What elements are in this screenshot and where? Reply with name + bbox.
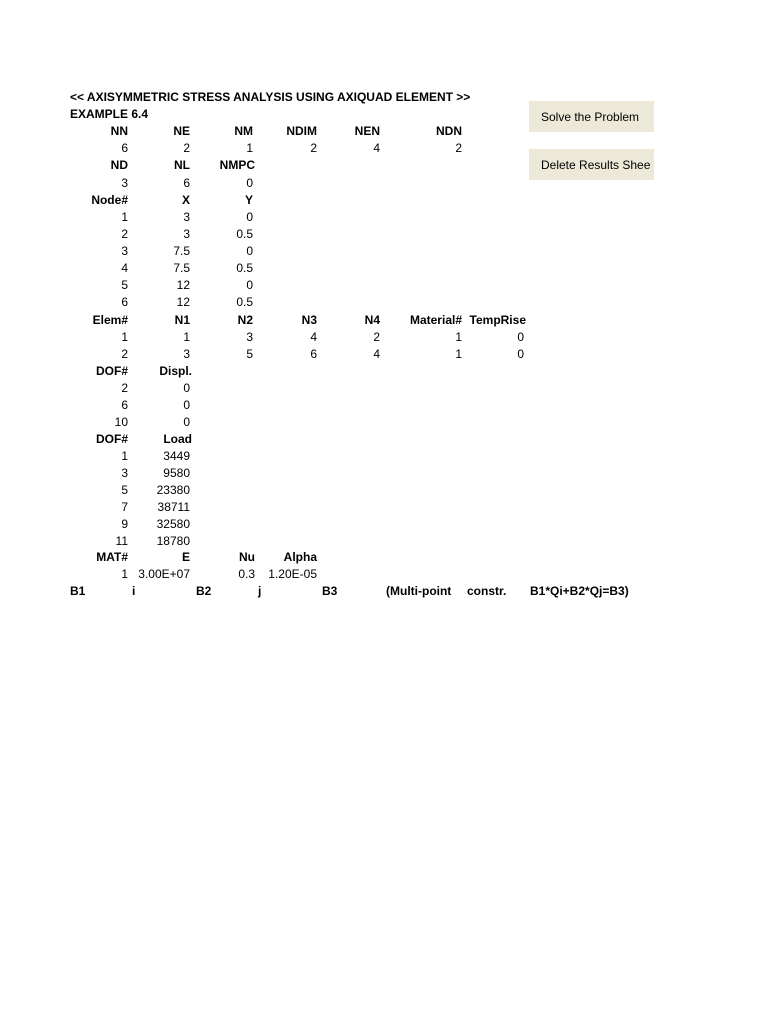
load-header: Load (163, 432, 192, 446)
header-label: ND (110, 158, 128, 172)
mpc-label: i (132, 584, 136, 598)
header-value: 1 (246, 141, 253, 155)
mpc-label: constr. (467, 584, 507, 598)
load-header: DOF# (95, 432, 128, 446)
node-cell: 0.5 (236, 261, 253, 275)
node-cell: 12 (176, 295, 190, 309)
node-cell: 0.5 (236, 227, 253, 241)
load-cell: 32580 (156, 517, 190, 531)
node-cell: 3 (121, 244, 128, 258)
material-header: Nu (239, 550, 255, 564)
header-value: 6 (183, 176, 190, 190)
element-cell: 4 (373, 347, 380, 361)
load-cell: 11 (115, 534, 128, 548)
node-cell: 0 (246, 210, 253, 224)
material-cell: 1 (121, 567, 128, 581)
load-cell: 38711 (157, 500, 190, 514)
node-cell: 0.5 (236, 295, 253, 309)
node-cell: 2 (121, 227, 128, 241)
node-cell: 7.5 (173, 244, 190, 258)
mpc-label: B3 (322, 584, 338, 598)
mpc-label: j (258, 584, 262, 598)
element-header: TempRise (469, 313, 526, 327)
header-value: 2 (310, 141, 317, 155)
displacement-cell: 10 (114, 415, 128, 429)
example-label: EXAMPLE 6.4 (70, 107, 149, 121)
material-header: E (181, 550, 190, 564)
header-value: 2 (455, 141, 462, 155)
header-label: NEN (354, 124, 380, 138)
node-cell: 3 (183, 227, 190, 241)
header-label: NL (174, 158, 190, 172)
element-cell: 5 (246, 347, 253, 361)
element-header: N1 (174, 313, 190, 327)
element-header: N4 (364, 313, 380, 327)
element-header: Material# (409, 313, 462, 327)
load-cell: 18780 (156, 534, 190, 548)
load-cell: 9 (121, 517, 128, 531)
material-cell: 0.3 (238, 567, 255, 581)
element-header: N2 (237, 313, 253, 327)
element-cell: 2 (373, 330, 380, 344)
displacement-header: Displ. (159, 364, 192, 378)
header-label: NDN (436, 124, 462, 138)
material-cell: 3.00E+07 (138, 567, 190, 581)
mpc-label: B1 (70, 584, 86, 598)
displacement-cell: 2 (121, 381, 128, 395)
header-label: NDIM (286, 124, 317, 138)
node-cell: 5 (121, 278, 128, 292)
header-label: NN (110, 124, 128, 138)
header-value: 6 (121, 141, 128, 155)
element-cell: 1 (455, 330, 462, 344)
mpc-label: B1*Qi+B2*Qj=B3) (530, 584, 629, 598)
element-cell: 0 (517, 347, 524, 361)
node-cell: 7.5 (173, 261, 190, 275)
element-cell: 0 (517, 330, 524, 344)
displacement-cell: 0 (183, 398, 190, 412)
element-cell: 3 (246, 330, 253, 344)
node-cell: 6 (121, 295, 128, 309)
header-value: 4 (373, 141, 380, 155)
element-cell: 3 (183, 347, 190, 361)
node-header: Node# (91, 193, 128, 207)
material-cell: 1.20E-05 (268, 567, 317, 581)
node-cell: 1 (121, 210, 128, 224)
load-cell: 3449 (163, 449, 190, 463)
delete-results-button[interactable]: Delete Results Shee (529, 149, 654, 180)
material-header: MAT# (96, 550, 128, 564)
node-cell: 12 (176, 278, 190, 292)
node-cell: 4 (121, 261, 128, 275)
load-cell: 7 (121, 500, 128, 514)
displacement-cell: 0 (183, 381, 190, 395)
header-label: NMPC (219, 158, 255, 172)
header-label: NE (173, 124, 190, 138)
header-value: 2 (183, 141, 190, 155)
element-cell: 2 (121, 347, 128, 361)
displacement-cell: 0 (183, 415, 190, 429)
solve-problem-button[interactable]: Solve the Problem (529, 101, 654, 132)
element-cell: 6 (310, 347, 317, 361)
load-cell: 5 (121, 483, 128, 497)
node-cell: 0 (246, 244, 253, 258)
load-cell: 9580 (163, 466, 190, 480)
node-cell: 3 (183, 210, 190, 224)
displacement-cell: 6 (121, 398, 128, 412)
header-value: 3 (121, 176, 128, 190)
header-label: NM (234, 124, 253, 138)
displacement-header: DOF# (95, 364, 128, 378)
material-header: Alpha (283, 550, 317, 564)
load-cell: 23380 (156, 483, 190, 497)
element-cell: 1 (183, 330, 190, 344)
node-header: Y (244, 193, 253, 207)
node-header: X (181, 193, 190, 207)
sheet-title: << AXISYMMETRIC STRESS ANALYSIS USING AXIQUAD ELEMENT >> (70, 90, 471, 104)
header-value: 0 (246, 176, 253, 190)
element-cell: 1 (121, 330, 128, 344)
load-cell: 1 (121, 449, 128, 463)
element-header: N3 (301, 313, 317, 327)
element-header: Elem# (92, 313, 128, 327)
element-cell: 4 (310, 330, 317, 344)
node-cell: 0 (246, 278, 253, 292)
mpc-label: B2 (196, 584, 212, 598)
load-cell: 3 (121, 466, 128, 480)
element-cell: 1 (455, 347, 462, 361)
mpc-label: (Multi-point (386, 584, 452, 598)
